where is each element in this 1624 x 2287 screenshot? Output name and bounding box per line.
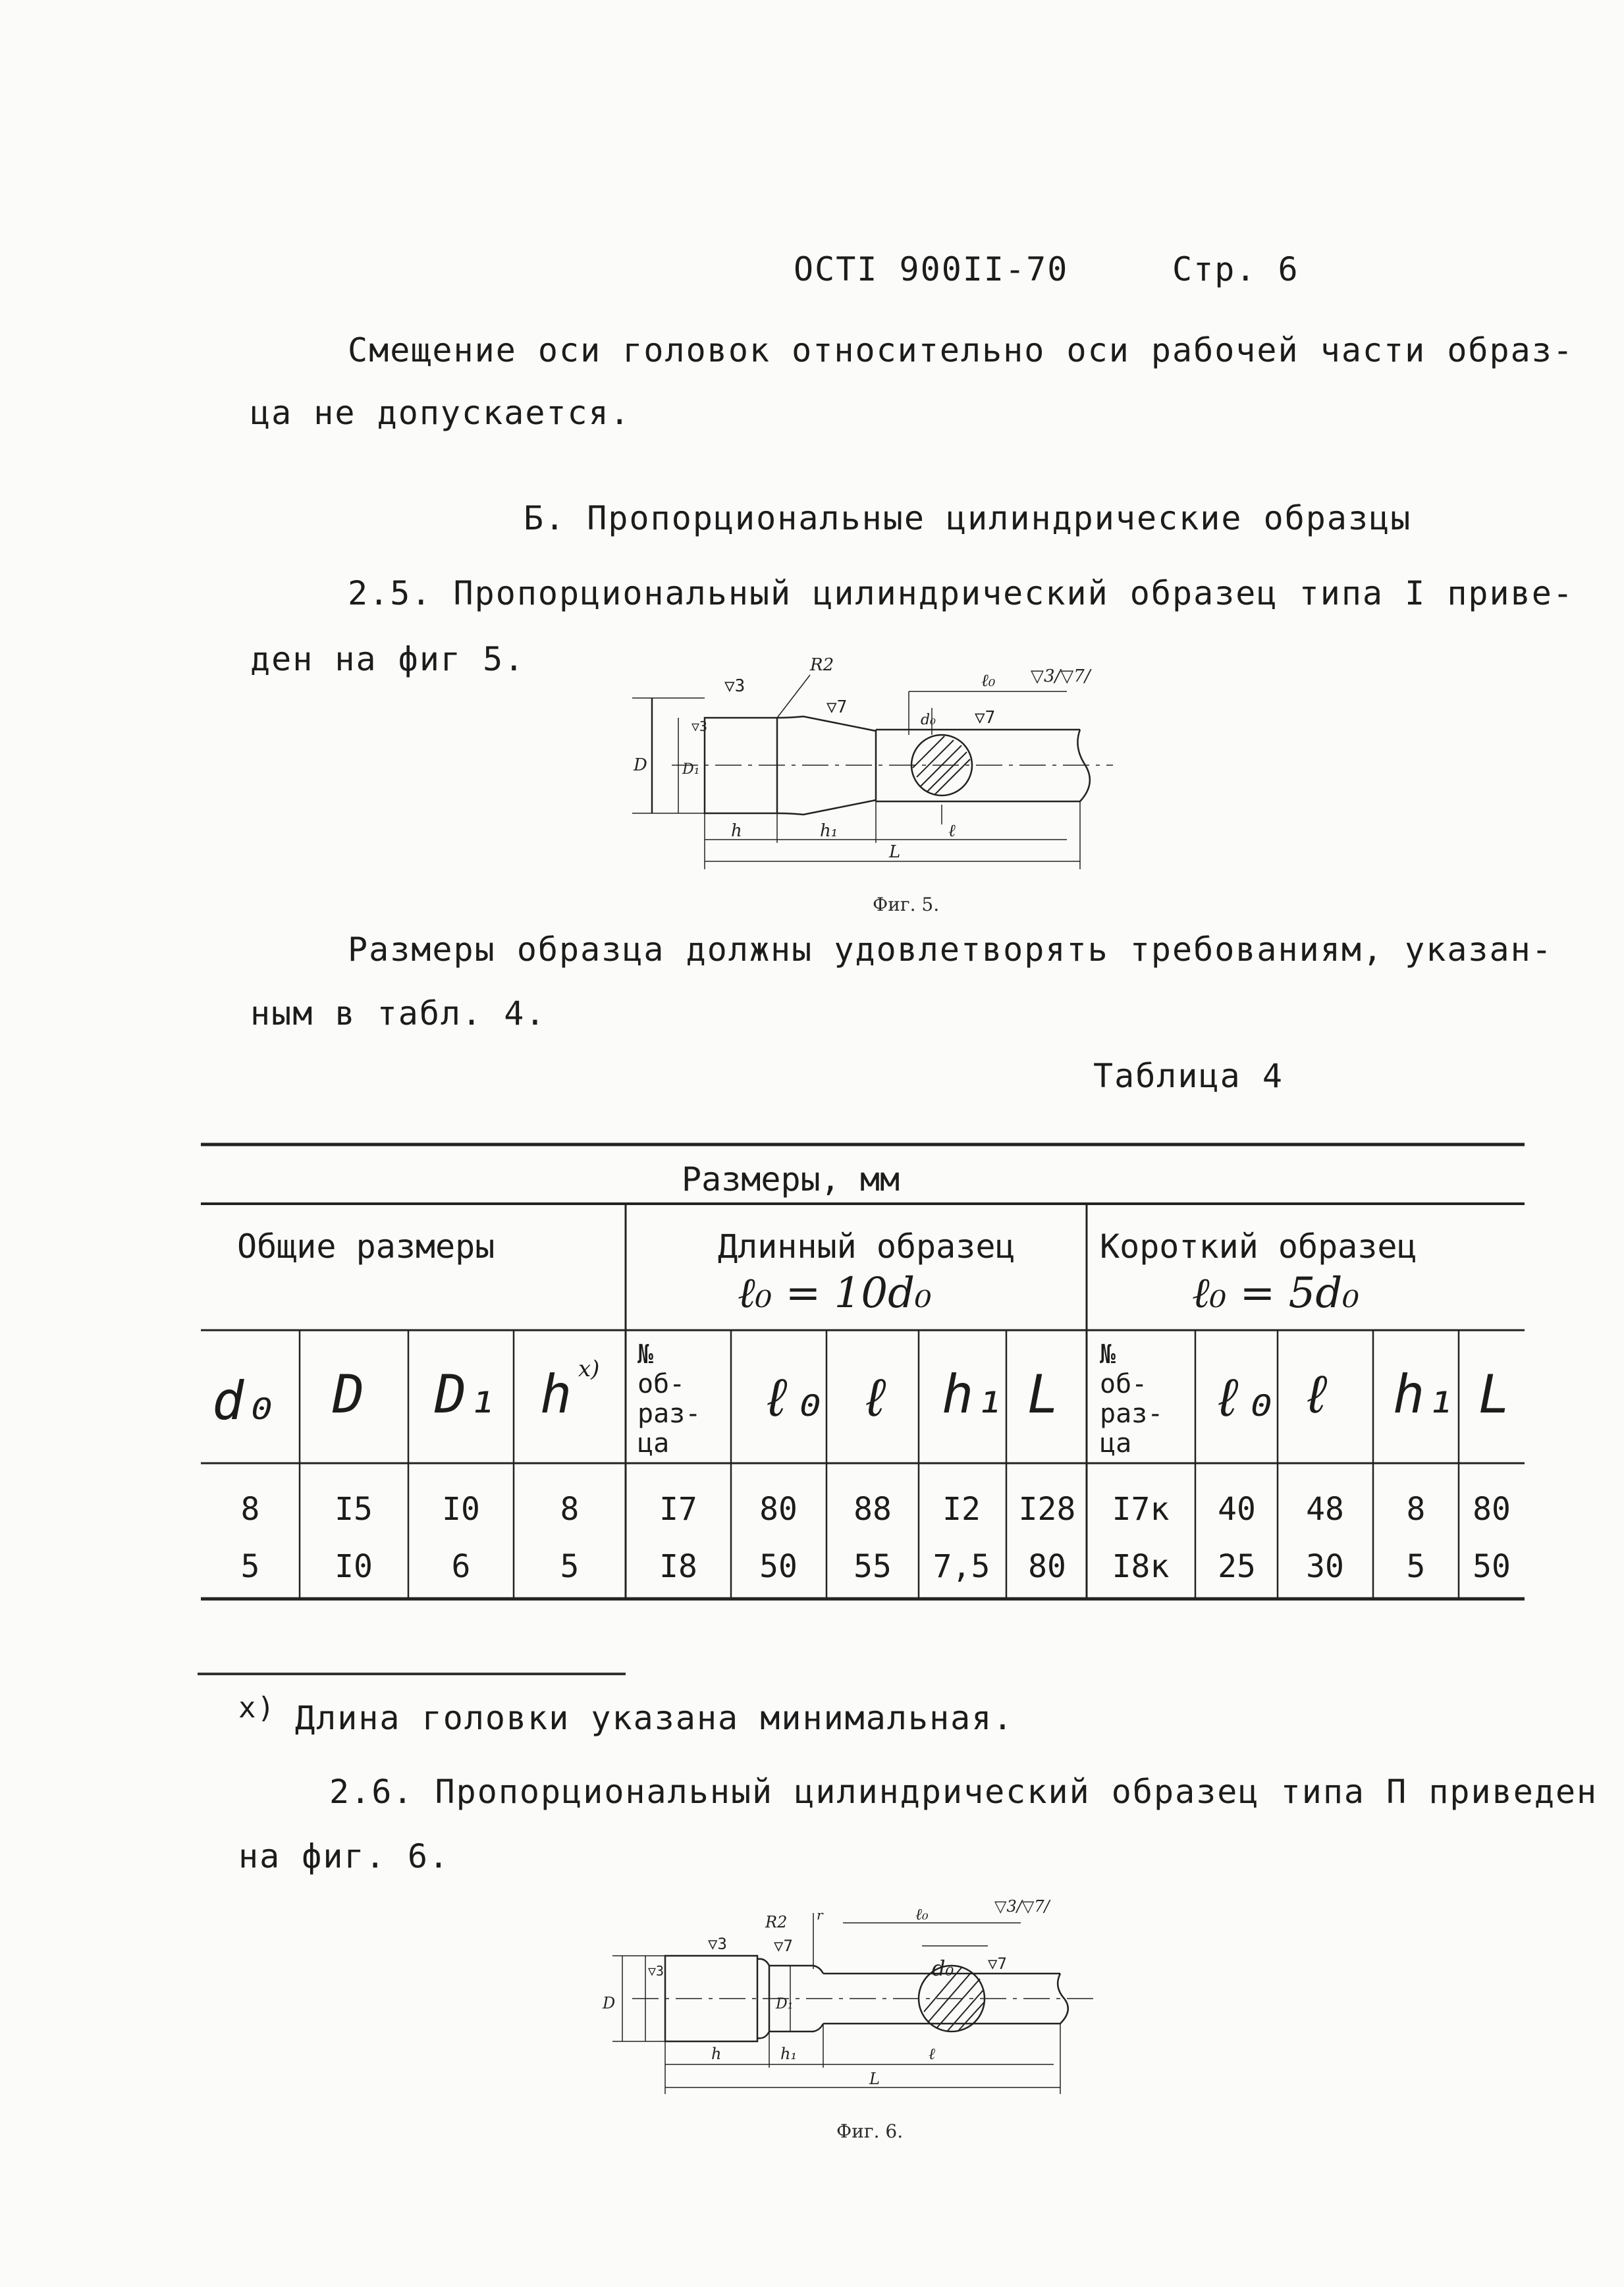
col-header-h1-short: h₁	[1393, 1364, 1457, 1425]
fig6-label-h1: h₁	[780, 2045, 798, 2063]
footnote-rule	[198, 1673, 626, 1675]
group-long-label: Длинный образец	[718, 1227, 1015, 1266]
fig5-label-h1: h₁	[820, 821, 838, 841]
fig5-label-d0: d₀	[921, 712, 936, 728]
paragraph-line: Размеры образца должны удовлетворять требованиям, указан-	[348, 930, 1553, 969]
fig6-label-roughness-note: ▽3/▽7/	[994, 1897, 1050, 1916]
table-row	[241, 1491, 1511, 1528]
figure-6-caption: Фиг. 6.	[836, 2120, 904, 2142]
fig6-label-h: h	[711, 2045, 722, 2063]
table-row	[241, 1548, 1511, 1585]
cell: I0	[442, 1491, 480, 1528]
paragraph-line: ден на фиг 5.	[250, 640, 526, 678]
fig6-label-l0: ℓ₀	[915, 1905, 929, 1924]
footnote-mark: x)	[238, 1691, 276, 1725]
paragraph-line: на фиг. 6.	[238, 1837, 450, 1875]
cell: 7,5	[933, 1548, 990, 1585]
col-header-h-footnote-mark: x)	[578, 1356, 600, 1382]
fig5-label-roughness-work: ▽7	[975, 708, 996, 728]
fig5-taper-top	[777, 716, 876, 731]
table-top-header: Размеры, мм	[682, 1160, 900, 1198]
figure-6-drawing	[593, 1893, 1185, 2111]
col-header-l0-short: ℓ₀	[1212, 1367, 1276, 1428]
col-header-L-long: L	[1027, 1364, 1060, 1425]
cell: 30	[1306, 1548, 1344, 1585]
fig5-label-l0: ℓ₀	[981, 671, 996, 691]
col-header-num-long: раз-	[637, 1399, 701, 1429]
cell: 55	[853, 1548, 892, 1585]
cell: 40	[1218, 1491, 1256, 1528]
cell: 8	[1406, 1491, 1426, 1528]
cell: I5	[335, 1491, 373, 1528]
cell: I2	[942, 1491, 981, 1528]
cell: 50	[759, 1548, 798, 1585]
fig6-label-r-small: r	[817, 1907, 823, 1923]
cell: 5	[240, 1548, 260, 1585]
col-header-D1: D₁	[435, 1364, 499, 1425]
fig6-label-roughness-work: ▽7	[988, 1954, 1007, 1973]
group-general-label: Общие размеры	[237, 1227, 495, 1266]
table-title: Таблица 4	[1093, 1057, 1284, 1095]
document-code: ОСТI 900II-70	[794, 250, 1069, 288]
cell: I8к	[1112, 1548, 1170, 1585]
fig5-label-radius: R2	[810, 655, 834, 675]
paragraph-line: ца не допускается.	[250, 394, 631, 432]
cell: 50	[1473, 1548, 1511, 1585]
page-number: Стр. 6	[1172, 250, 1299, 288]
fig5-label-h: h	[731, 821, 742, 841]
fig5-label-roughness-head: ▽3	[724, 676, 745, 696]
cell: 25	[1218, 1548, 1256, 1585]
col-header-num-short: раз-	[1100, 1399, 1164, 1429]
paragraph-line: Смещение оси головок относительно оси рабочей части образ-	[348, 331, 1574, 369]
fig6-label-D: D	[603, 1994, 616, 2012]
cell: 5	[1406, 1548, 1426, 1585]
cell: 5	[560, 1548, 580, 1585]
fig5-label-D: D	[634, 755, 647, 775]
col-header-L-short: L	[1478, 1364, 1511, 1425]
fig6-label-roughness-dim: ▽3	[648, 1963, 664, 1979]
cell: I28	[1018, 1491, 1076, 1528]
cell: 8	[240, 1491, 260, 1528]
col-header-num-short: ца	[1100, 1428, 1132, 1459]
cell: 8	[560, 1491, 580, 1528]
col-header-num-long: об-	[637, 1369, 686, 1399]
col-header-d0: d₀	[212, 1370, 276, 1432]
figure-5-drawing	[593, 652, 1152, 889]
fig5-label-L: L	[889, 842, 901, 862]
col-header-num-short: об-	[1100, 1369, 1148, 1399]
paragraph-line: ным в табл. 4.	[250, 994, 547, 1033]
fig6-label-radius: R2	[765, 1913, 788, 1931]
fig6-label-l: ℓ	[929, 2045, 935, 2063]
cell: I0	[335, 1548, 373, 1585]
col-header-num-long: ца	[637, 1428, 670, 1459]
paragraph-line: 2.6. Пропорциональный цилиндрический образец типа П приведен	[329, 1773, 1598, 1811]
cell: I7	[659, 1491, 697, 1528]
col-header-h: h	[540, 1364, 572, 1425]
group-short-formula: ℓ₀ = 5d₀	[1192, 1269, 1359, 1318]
fig5-label-l: ℓ	[948, 821, 956, 841]
group-short-label: Короткий образец	[1100, 1227, 1417, 1266]
fig6-label-roughness-head: ▽3	[708, 1935, 727, 1953]
fig6-label-d0: d₀	[932, 1956, 954, 1981]
cell: I8	[659, 1548, 697, 1585]
fig5-label-roughness-taper: ▽7	[826, 697, 848, 717]
col-header-D: D	[333, 1364, 365, 1425]
fig6-fillet-bottom	[769, 2024, 823, 2031]
fig6-fillet-top	[769, 1966, 823, 1974]
cell: 6	[451, 1548, 471, 1585]
fig6-label-D1: D₁	[776, 1996, 794, 2012]
fig6-label-L: L	[869, 2070, 880, 2088]
col-header-l0-long: ℓ₀	[761, 1367, 825, 1428]
cell: 48	[1306, 1491, 1344, 1528]
fig5-label-D1: D₁	[682, 761, 700, 778]
footnote-text: Длина головки указана минимальная.	[295, 1699, 1014, 1737]
col-header-l-long: ℓ	[859, 1367, 892, 1428]
col-header-num-short: №	[1100, 1339, 1116, 1370]
cell: 80	[1473, 1491, 1511, 1528]
fig5-label-roughness-note: ▽3/▽7/	[1031, 666, 1091, 686]
fig5-label-roughness-dim: ▽3	[691, 718, 708, 734]
section-heading: Б. Пропорциональные цилиндрические образцы	[524, 499, 1412, 537]
cell: 80	[759, 1491, 798, 1528]
cell: I7к	[1112, 1491, 1170, 1528]
col-header-num-long: №	[637, 1339, 654, 1370]
col-header-h1-long: h₁	[942, 1364, 1006, 1425]
cell: 80	[1028, 1548, 1066, 1585]
col-header-l-short: ℓ	[1301, 1364, 1333, 1425]
table-4	[198, 1139, 1541, 1613]
group-long-formula: ℓ₀ = 10d₀	[738, 1269, 932, 1318]
fig6-label-roughness-neck: ▽7	[774, 1937, 793, 1955]
cell: 88	[853, 1491, 892, 1528]
fig5-taper-bottom	[777, 800, 876, 815]
paragraph-line: 2.5. Пропорциональный цилиндрический образец типа I приве-	[348, 574, 1574, 612]
figure-5-caption: Фиг. 5.	[873, 894, 940, 915]
